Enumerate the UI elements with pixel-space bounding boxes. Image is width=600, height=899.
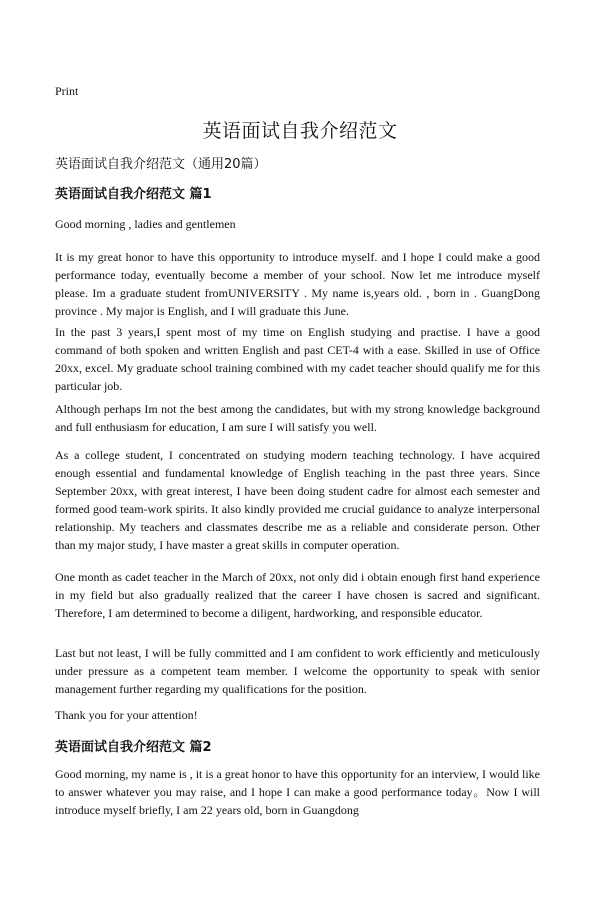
section-1-heading: 英语面试自我介绍范文 篇1 [55, 187, 212, 202]
page-title: 英语面试自我介绍范文 [202, 120, 398, 142]
section-1-paragraph-1: Good morning , ladies and gentlemen [55, 217, 236, 231]
section-1-paragraph-2: It is my great honor to have this opportunity to introduce myself. and I hope I could make a good performance today, eventually become a member of your school. Now let me introduce myself please. Im a graduate student fromUNIVERSITY . My name is,years old. , born in . GuangDong province . My major is English, and I will graduate this June. [55, 250, 540, 318]
section-1-paragraph-7: Last but not least, I will be fully committed and I am confident to work efficiently and meticulously under pressure as a competent team member. I welcome the opportunity to speak with senior management further regarding my qualifications for the position. [55, 646, 540, 696]
page-subtitle: 英语面试自我介绍范文（通用20篇） [55, 157, 267, 172]
section-1-paragraph-8: Thank you for your attention! [55, 708, 198, 722]
section-1-paragraph-6: One month as cadet teacher in the March of 20xx, not only did i obtain enough first hand experience in my field but also gradually realized that the career I have chosen is sacred and significant. Therefore, I am determined to become a diligent, hardworking, and responsible educator. [55, 570, 540, 620]
section-2-paragraph-1: Good morning, my name is , it is a great honor to have this opportunity for an interview, I would like to answer whatever you may raise, and I hope I can make a good performance today。Now I will introduce myself briefly, I am 22 years old, born in Guangdong [55, 767, 540, 817]
section-1-paragraph-4: Although perhaps Im not the best among the candidates, but with my strong knowledge background and full enthusiasm for education, I am sure I will satisfy you well. [55, 402, 540, 434]
print-link[interactable]: Print [55, 84, 79, 98]
section-2-heading: 英语面试自我介绍范文 篇2 [55, 740, 212, 755]
section-1-paragraph-5: As a college student, I concentrated on studying modern teaching technology. I have acquired enough essential and fundamental knowledge of English teaching in the past three years. Since September 20xx, with great interest, I have been doing student cadre for almost each semester and formed good team-work spirits. It also kindly provided me crucial guidance to analyze interpersonal relationship. My teachers and classmates describe me as a reliable and considerate person. Other than my major study, I have master a great skills in computer operation. [55, 448, 540, 552]
section-1-paragraph-3: In the past 3 years,I spent most of my time on English studying and practise. I have a good command of both spoken and written English and past CET-4 with a ease. Skilled in use of Office 20xx, excel. My graduate school training combined with my cadet teacher should qualify me for this particular job. [55, 325, 540, 393]
